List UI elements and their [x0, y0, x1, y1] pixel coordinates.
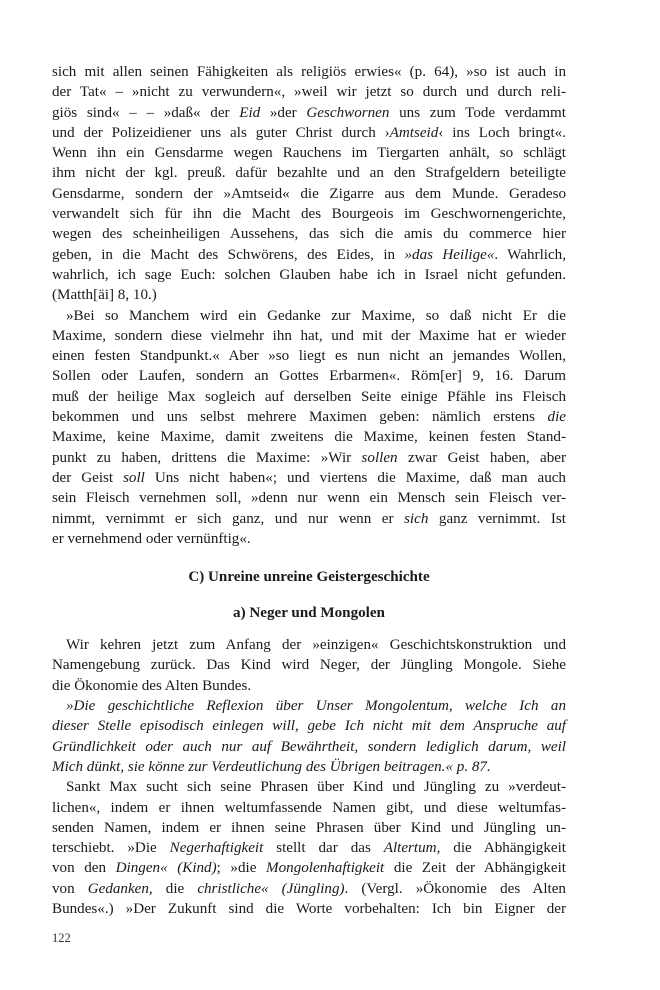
paragraph — [52, 306, 566, 550]
italic-text: soll — [123, 469, 145, 486]
italic-text: Altertum — [383, 840, 437, 857]
italic-text: Amtseid — [389, 124, 439, 141]
text-line — [52, 163, 566, 183]
italic-text: Negerhaftigkeit — [169, 840, 264, 857]
text-run: ganz vernimmt. Ist — [428, 510, 567, 527]
text-line — [52, 879, 566, 899]
italic-text: die — [547, 409, 566, 426]
text-run: wahrlich, ich sage Euch: solchen Glauben habe ich in Israel nicht gefunden. — [52, 266, 566, 283]
text-line — [52, 757, 566, 777]
text-line — [52, 655, 566, 675]
text-line — [52, 716, 566, 736]
text-line — [52, 387, 566, 407]
text-line — [52, 858, 566, 878]
text-run: muß der heilige Max sogleich auf derselben Seite einige Pfähle ins Fleisch — [52, 388, 566, 405]
italic-text: sich — [404, 510, 429, 527]
text-run: zwar Geist haben, aber — [397, 449, 566, 466]
text-run: Sollen oder Laufen, sondern an Gottes Erbarmen«. Röm[er] 9, 16. Darum — [52, 368, 566, 385]
text-line — [52, 696, 566, 716]
text-line — [52, 635, 566, 655]
text-run: terschiebt. »Die — [52, 840, 170, 857]
text-run: Namengebung zurück. Das Kind wird Neger, der Jüngling Mongole. Siehe — [52, 657, 566, 674]
paragraph — [52, 635, 566, 696]
text-run: lichen«, indem er ihnen weltumfassende Namen gibt, und diese weltumfas- — [52, 799, 566, 816]
text-run: Wir kehren jetzt zum Anfang der »einzigen« Geschichtskonstruktion und — [66, 637, 566, 654]
text-line — [52, 488, 566, 508]
text-line — [52, 737, 566, 757]
text-run: von den — [52, 860, 116, 877]
italic-text: Geschwornen — [306, 104, 390, 121]
text-run: Bundes«.) »Der Zukunft sind die Worte vorbehalten: Ich bin Eigner der — [52, 900, 566, 917]
text-line — [52, 123, 566, 143]
subsection-heading: a) Neger und Mongolen — [233, 605, 385, 622]
text-line — [52, 224, 566, 244]
text-run: wegen des scheinheiligen Aussehens, das sich die amis du commerce hier — [52, 226, 566, 243]
text-line — [52, 468, 566, 488]
text-line — [52, 346, 566, 366]
text-run: er vernehmend oder vernünftig«. — [52, 530, 251, 547]
text-run: ; »die — [216, 860, 267, 877]
text-run: von — [52, 880, 88, 897]
text-run: . Wahrlich, — [494, 246, 566, 263]
text-run: , die — [148, 880, 198, 897]
section-heading: C) Unreine unreine Geistergeschichte — [188, 569, 430, 586]
page-number: 122 — [52, 931, 71, 945]
italic-text: »Die geschichtliche Reflexion über Unser Mongolentum, welche Ich an — [66, 698, 566, 715]
text-line — [52, 184, 566, 204]
text-line — [52, 676, 566, 696]
page-body — [52, 62, 566, 919]
italic-text: Mongolenhaftigkeit — [266, 860, 385, 877]
text-line — [52, 818, 566, 838]
text-run: Maxime, keine Maxime, damit zweitens die Maxime, keinen festen Stand- — [52, 429, 566, 446]
italic-text: christliche« (Jüngling) — [197, 880, 345, 897]
text-run: der Tat« – »nicht zu verwundern«, »weil wir jetzt so durch und durch reli- — [52, 84, 566, 101]
text-run: (Matth[äi] 8, 10.) — [52, 287, 157, 304]
text-run: Maxime, sondern diese vielmehr ihn hat, und mit der Maxime hat er wieder — [52, 327, 566, 344]
text-run: , die Abhängigkeit — [436, 840, 566, 857]
italic-text: Dingen« (Kind) — [115, 860, 217, 877]
text-run: verwandelt sich für ihn die Macht des Bourgeois im Geschwornengerichte, — [52, 206, 566, 223]
text-run: uns zum Tode verdammt — [389, 104, 566, 121]
text-run: Sankt Max sucht sich seine Phrasen über Kind und Jüngling zu »verdeut- — [66, 779, 566, 796]
text-run: »der — [260, 104, 307, 121]
text-run: sich mit allen seinen Fähigkeiten als religiös erwies« (p. 64), »so ist auch in — [52, 64, 566, 80]
text-run: Wenn ihn ein Gensdarme wegen Rauchens im Tiergarten anhält, so schlägt — [52, 145, 566, 162]
paragraph — [52, 696, 566, 777]
text-run: giös sind« – – »daß« der — [52, 104, 240, 121]
paragraph — [52, 62, 566, 306]
text-run: sein Fleisch vernehmen soll, »denn nur wenn ein Mensch sein Fleisch ver- — [52, 490, 566, 507]
text-run: und der Polizeidiener uns als guter Christ durch › — [52, 124, 390, 141]
text-run: . (Vergl. »Ökonomie des Alten — [344, 880, 566, 897]
text-run: Uns nicht haben«; und viertens die Maxime, daß man auch — [144, 469, 566, 486]
paragraph — [52, 777, 566, 919]
text-run: stellt dar das — [263, 840, 384, 857]
italic-text: sollen — [361, 449, 398, 466]
italic-text: dieser Stelle episodisch einlegen will, gebe Ich nicht mit dem Anspruche auf — [52, 718, 566, 735]
text-line — [52, 529, 566, 549]
text-run: geben, in die Macht des Schwörens, des Eides, in — [52, 246, 405, 263]
text-run: Gensdarme, sondern der »Amtseid« die Zigarre aus dem Munde. Geradeso — [52, 185, 566, 202]
text-line — [52, 62, 566, 82]
text-line — [52, 509, 566, 529]
text-run: die Ökonomie des Alten Bundes. — [52, 677, 252, 694]
text-run: einen festen Standpunkt.« Aber »so liegt es nun nicht an jemandes Wollen, — [52, 348, 566, 365]
text-run: ‹ ins Loch bringt«. — [438, 124, 566, 141]
text-line — [52, 103, 566, 123]
italic-text: Eid — [239, 104, 261, 121]
text-line — [52, 366, 566, 386]
italic-text: Gründlichkeit oder auch nur auf Bewährtheit, sondern lediglich darum, weil — [52, 738, 566, 755]
text-run: senden Namen, indem er ihnen seine Phrasen über Kind und Jüngling un- — [52, 819, 566, 836]
text-run: bekommen und uns selbst mehrere Maximen geben: nämlich erstens — [52, 409, 548, 426]
text-line — [52, 407, 566, 427]
text-line — [52, 798, 566, 818]
text-line — [52, 143, 566, 163]
text-run: »Bei so Manchem wird ein Gedanke zur Maxime, so daß nicht Er die — [66, 307, 566, 324]
text-line — [52, 285, 566, 305]
italic-text: Gedanken — [87, 880, 149, 897]
text-line — [52, 448, 566, 468]
italic-text: Mich dünkt, sie könne zur Verdeutlichung des Übrigen beitragen.« p. 87. — [52, 758, 491, 775]
text-line — [52, 838, 566, 858]
text-run: ihm nicht der kgl. preuß. dafür bezahlte und an den Strafgeldern beteiligte — [52, 165, 566, 182]
text-line — [52, 427, 566, 447]
text-line — [52, 245, 566, 265]
text-line — [52, 306, 566, 326]
text-run: die Zeit der Abhängigkeit — [384, 860, 566, 877]
text-line — [52, 899, 566, 919]
text-line — [52, 82, 566, 102]
text-line — [52, 777, 566, 797]
text-line — [52, 204, 566, 224]
text-line — [52, 326, 566, 346]
text-run: punkt zu haben, drittens die Maxime: »Wir — [52, 449, 362, 466]
text-run: nimmt, vernimmt er sich ganz, und nur wenn er — [52, 510, 405, 527]
text-run: der Geist — [52, 469, 124, 486]
italic-text: »das Heilige« — [404, 246, 495, 263]
text-line — [52, 265, 566, 285]
